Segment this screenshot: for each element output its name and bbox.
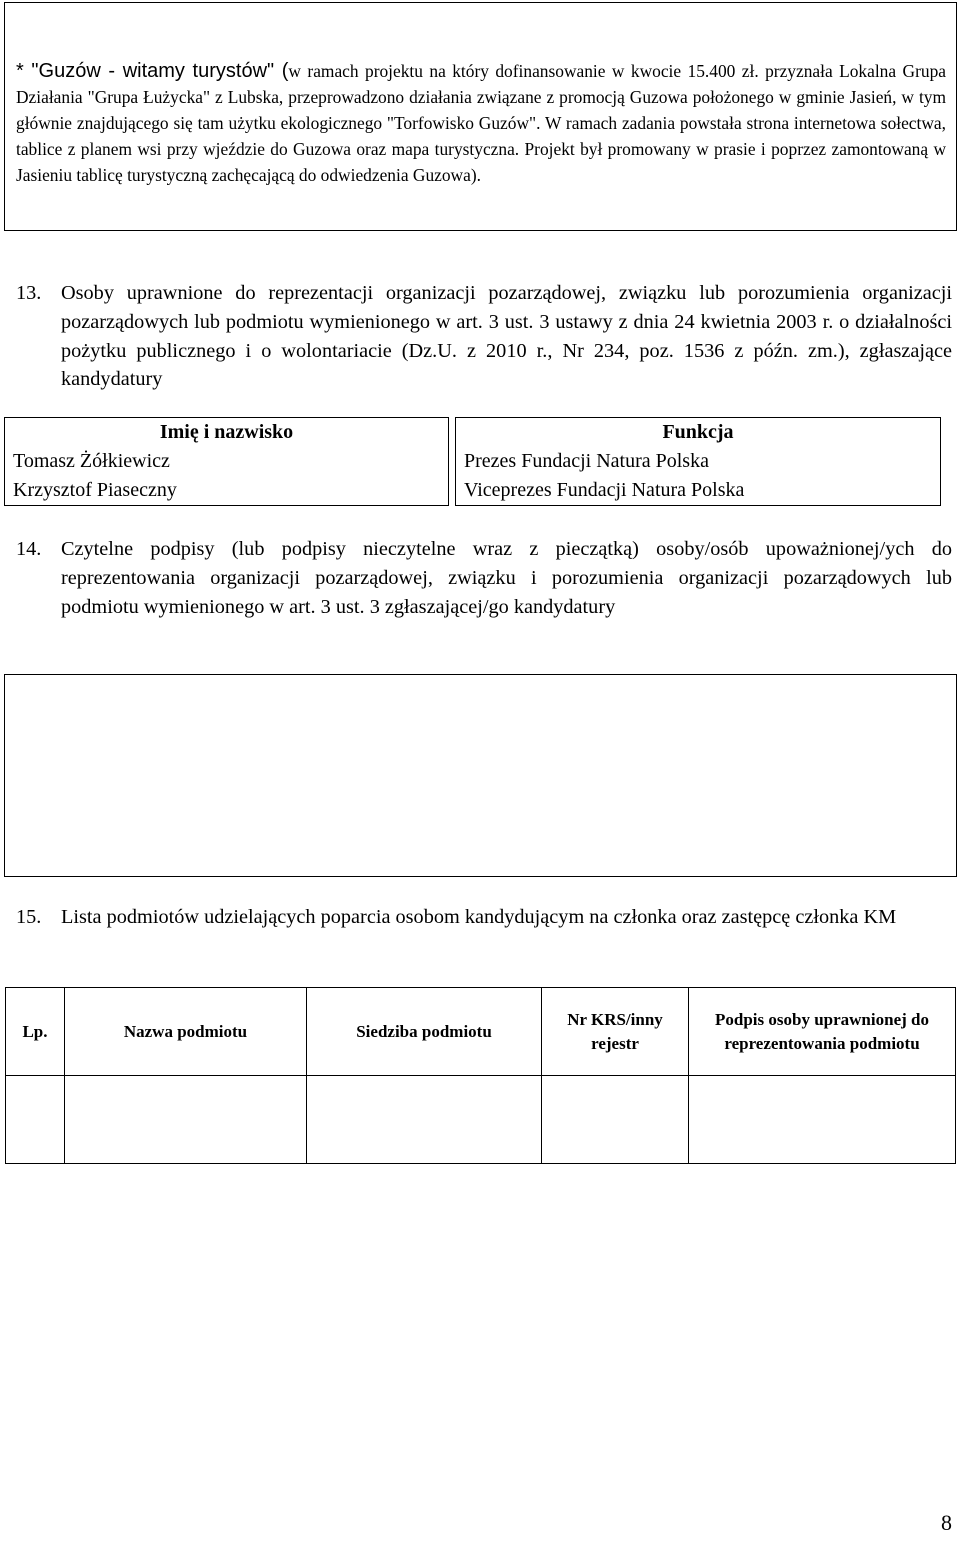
section-14-text: Czytelne podpisy (lub podpisy nieczytelne wraz z pieczątką) osoby/osób upoważnionej/ych do reprezentowania organizacji pozarządowej, związku i porozumienia organizacji pozarządowych lub podmiotu wymienionego w art. 3 ust. 3 zgłaszającej/go kandydatury xyxy=(61,538,952,618)
support-table-empty-cell xyxy=(64,1075,307,1164)
project-title: * "Guzów - witamy turystów" ( xyxy=(16,60,289,82)
reps-table-cell: Viceprezes Fundacji Natura Polska xyxy=(464,479,745,501)
section-14-number: 14. xyxy=(16,538,42,560)
support-table-header-signature: Podpis osoby uprawnionej do reprezentowania podmiotu xyxy=(688,987,956,1076)
reps-table-cell: Tomasz Żółkiewicz xyxy=(13,450,170,472)
section-13-number: 13. xyxy=(16,282,42,304)
reps-table-cell: Krzysztof Piaseczny xyxy=(13,479,177,501)
support-table-empty-cell xyxy=(306,1075,542,1164)
section-14 xyxy=(16,535,952,655)
support-table-empty-cell xyxy=(688,1075,956,1164)
section-13 xyxy=(16,279,952,399)
section-15-text: Lista podmiotów udzielających poparcia osobom kandydującym na członka oraz zastępcę członka KM xyxy=(61,906,897,928)
reps-table-function-column xyxy=(455,417,941,506)
reps-table-header-function: Funkcja xyxy=(662,421,734,443)
reps-table-name-column xyxy=(4,417,449,506)
reps-table-cell: Prezes Fundacji Natura Polska xyxy=(464,450,709,472)
section-15 xyxy=(16,903,952,963)
section-13-text: Osoby uprawnione do reprezentacji organizacji pozarządowej, związku lub porozumienia organizacji pozarządowych lub podmiotu wymienionego w art. 3 ust. 3 ustawy z dnia 24 kwietnia 2003 r. o działalności pożytku publicznego i o wolontariacie (Dz.U. z 2010 r., Nr 234, poz. 1536 z późn. zm.), zgłaszające kandydatury xyxy=(61,282,952,391)
signature-box xyxy=(4,674,957,877)
reps-table-header-name: Imię i nazwisko xyxy=(159,421,294,443)
section-15-number: 15. xyxy=(16,906,42,928)
support-table-empty-cell xyxy=(541,1075,689,1164)
project-description-text: w ramach projektu na który dofinansowanie w kwocie 15.400 zł. przyznała Lokalna Grupa Działania "Grupa Łużycka" z Lubska, przeprowadzono działania związane z promocją Guzowa położonego w gminie Jasień, w tym głównie znajdującego się tam użytku ekologicznego "Torfowisko Guzów". W ramach zadania powstała strona internetowa sołectwa, tablice z planem wsi przy wjeździe do Guzowa oraz mapa turystyczna. Projekt był promowany w prasie i poprzez zamontowaną w Jasieniu tablicę turystyczną zachęcającą do odwiedzenia Guzowa). xyxy=(16,61,946,185)
project-description xyxy=(16,58,946,188)
support-table-header-lp: Lp. xyxy=(5,987,65,1076)
support-table-empty-cell xyxy=(5,1075,65,1164)
page-number: 8 xyxy=(941,1510,952,1535)
support-table-header-name: Nazwa podmiotu xyxy=(64,987,307,1076)
support-table-header-krs: Nr KRS/inny rejestr xyxy=(541,987,689,1076)
support-table-header-seat: Siedziba podmiotu xyxy=(306,987,542,1076)
